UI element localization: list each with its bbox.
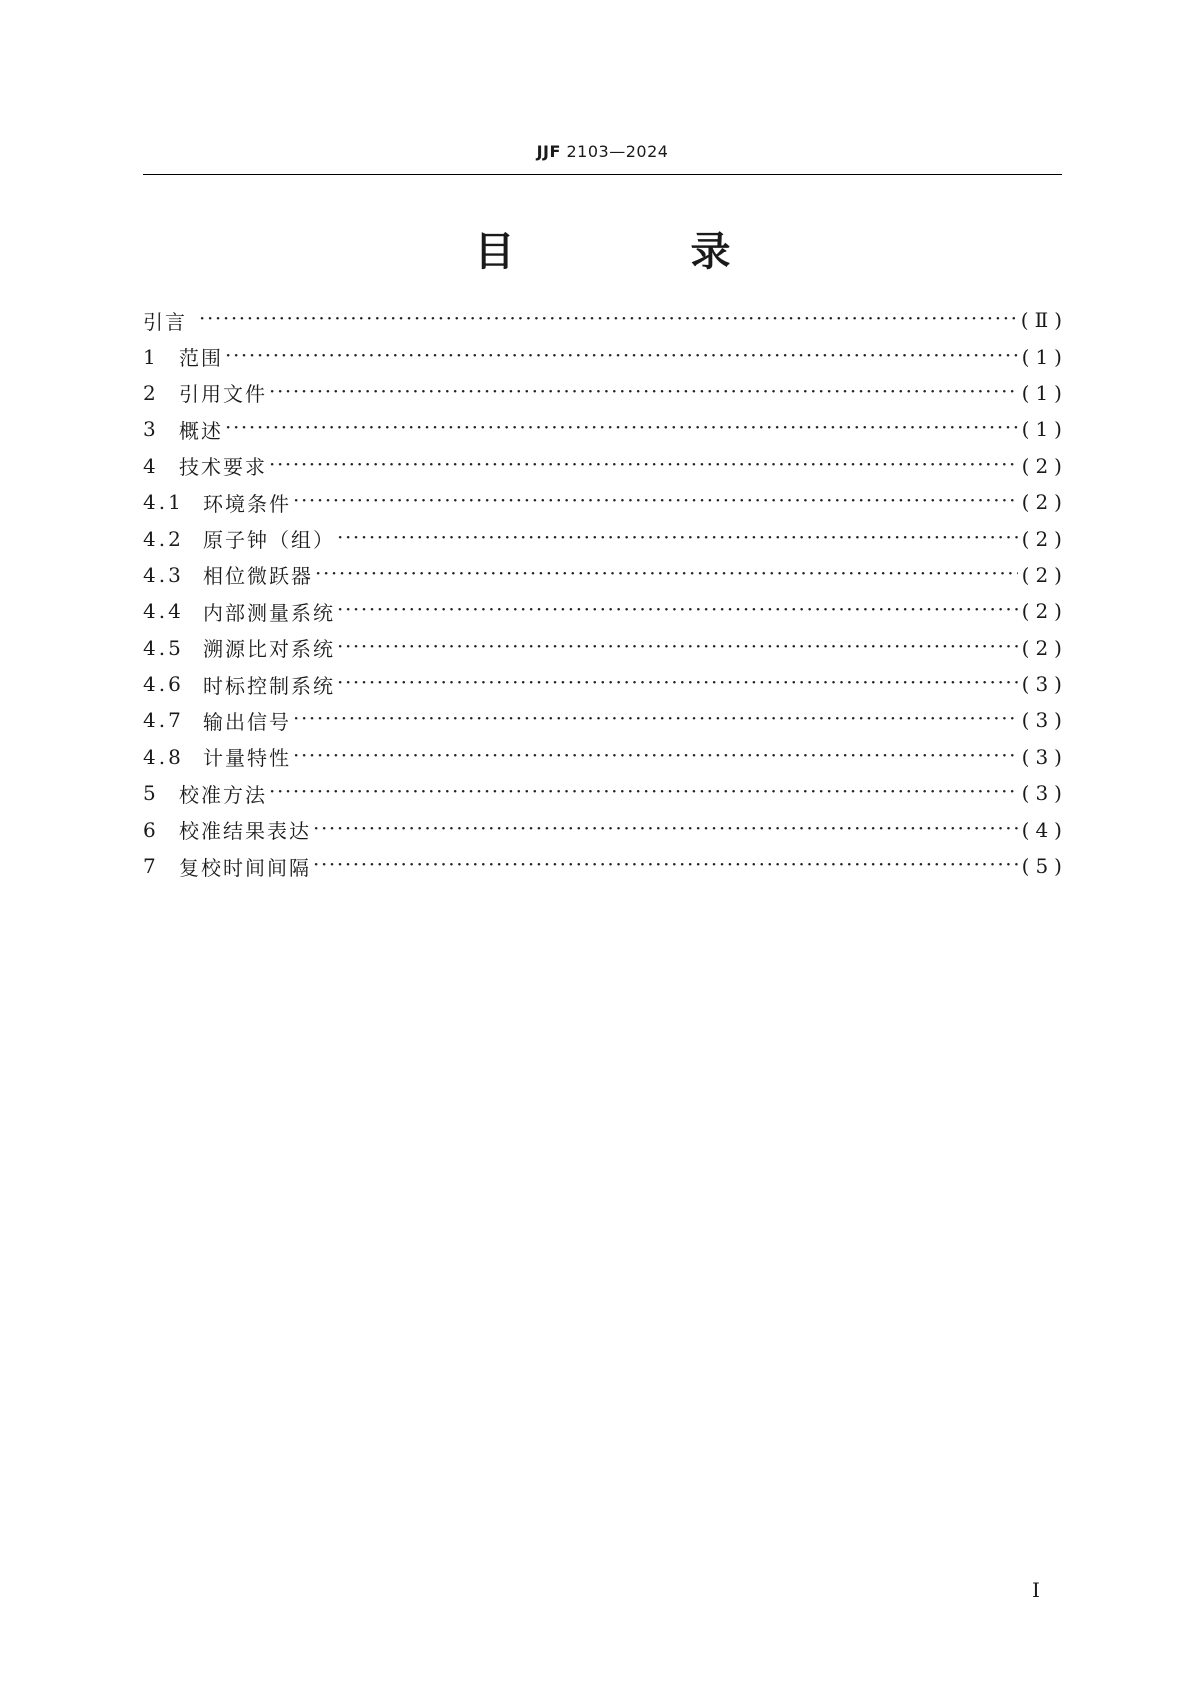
toc-dot-leader <box>199 310 1017 330</box>
toc-entry-label: 校准结果表达 <box>179 819 311 844</box>
toc-entry-number: 6 <box>143 817 159 842</box>
toc-title: 目 录 <box>474 229 799 275</box>
toc-entry[interactable] <box>143 338 1068 374</box>
toc-entry-label: 相位微跃器 <box>203 564 313 589</box>
toc-entry-number: 4.6 <box>143 672 184 697</box>
toc-entry[interactable] <box>143 775 1068 811</box>
toc-entry[interactable] <box>143 302 1068 338</box>
toc-entry[interactable] <box>143 484 1068 520</box>
toc-entry-page: (Ⅱ) <box>1020 308 1068 333</box>
standard-code-number: 2103—2024 <box>566 142 669 161</box>
toc-dot-leader <box>337 638 1018 658</box>
toc-entry-page: (3) <box>1021 672 1068 697</box>
toc-entry-number: 4.7 <box>143 708 184 733</box>
toc-entry-number: 1 <box>143 344 159 369</box>
header-divider <box>143 174 1062 175</box>
toc-dot-leader <box>225 347 1018 367</box>
toc-entry-number: 5 <box>143 781 159 806</box>
toc-dot-leader <box>269 783 1018 803</box>
toc-dot-leader <box>313 820 1018 840</box>
toc-entry-page: (1) <box>1021 344 1068 369</box>
toc-entry-page: (2) <box>1021 635 1068 660</box>
toc-entry-page: (2) <box>1021 526 1068 551</box>
toc-entry-number: 4.8 <box>143 744 184 769</box>
toc-entry-page: (2) <box>1021 562 1068 587</box>
toc-dot-leader <box>269 456 1018 476</box>
toc-entry-page: (3) <box>1021 744 1068 769</box>
toc-entry-number: 4 <box>143 453 159 478</box>
toc-entry-number: 4.2 <box>143 526 184 551</box>
toc-entry-label: 复校时间间隔 <box>179 855 311 880</box>
toc-entry-page: (4) <box>1021 817 1068 842</box>
toc-entry-page: (3) <box>1021 708 1068 733</box>
toc-entry-page: (1) <box>1021 417 1068 442</box>
toc-dot-leader <box>269 383 1018 403</box>
toc-entry-number: 4.5 <box>143 635 184 660</box>
toc-entry[interactable] <box>143 848 1068 884</box>
toc-entry-label: 概述 <box>179 418 223 443</box>
toc-entry[interactable] <box>143 630 1068 666</box>
toc-entry[interactable] <box>143 375 1068 411</box>
toc-entry-number: 4.4 <box>143 599 184 624</box>
page-header <box>143 142 1062 161</box>
toc-entry-label: 时标控制系统 <box>203 673 335 698</box>
toc-entry[interactable] <box>143 411 1068 447</box>
toc-entry-page: (1) <box>1021 380 1068 405</box>
toc-entry-label: 溯源比对系统 <box>203 637 335 662</box>
toc-entry-number: 4.3 <box>143 562 184 587</box>
toc-entry-label: 技术要求 <box>179 455 267 480</box>
toc-dot-leader <box>293 492 1018 512</box>
toc-entry-label: 引用文件 <box>179 382 267 407</box>
toc-entry-label: 引言 <box>143 309 187 334</box>
toc-entry-label: 环境条件 <box>203 491 291 516</box>
toc-entry-page: (2) <box>1021 490 1068 515</box>
toc-entry-page: (2) <box>1021 453 1068 478</box>
toc-dot-leader <box>313 856 1018 876</box>
toc-entry-label: 计量特性 <box>203 746 291 771</box>
table-of-contents <box>143 302 1068 884</box>
toc-entry-page: (3) <box>1021 781 1068 806</box>
toc-entry[interactable] <box>143 520 1068 556</box>
toc-dot-leader <box>225 419 1018 439</box>
toc-entry[interactable] <box>143 448 1068 484</box>
toc-entry[interactable] <box>143 739 1068 775</box>
toc-entry[interactable] <box>143 811 1068 847</box>
toc-entry-page: (5) <box>1021 854 1068 879</box>
toc-entry[interactable] <box>143 557 1068 593</box>
toc-dot-leader <box>315 565 1018 585</box>
toc-dot-leader <box>293 747 1018 767</box>
toc-entry-number: 2 <box>143 380 159 405</box>
toc-entry-label: 输出信号 <box>203 709 291 734</box>
toc-entry-number: 7 <box>143 854 159 879</box>
toc-entry-label: 原子钟（组） <box>203 528 335 553</box>
toc-entry-label: 范围 <box>179 346 223 371</box>
toc-dot-leader <box>337 529 1018 549</box>
toc-entry-page: (2) <box>1021 599 1068 624</box>
toc-entry[interactable] <box>143 593 1068 629</box>
toc-entry-label: 校准方法 <box>179 782 267 807</box>
toc-dot-leader <box>337 601 1018 621</box>
toc-entry-label: 内部测量系统 <box>203 600 335 625</box>
toc-dot-leader <box>293 710 1018 730</box>
standard-code-prefix: JJF <box>536 142 561 161</box>
page-number: Ⅰ <box>1032 1578 1040 1602</box>
toc-entry[interactable] <box>143 666 1068 702</box>
toc-entry-number: 4.1 <box>143 490 184 515</box>
toc-dot-leader <box>337 674 1018 694</box>
toc-entry[interactable] <box>143 702 1068 738</box>
toc-entry-number: 3 <box>143 417 159 442</box>
